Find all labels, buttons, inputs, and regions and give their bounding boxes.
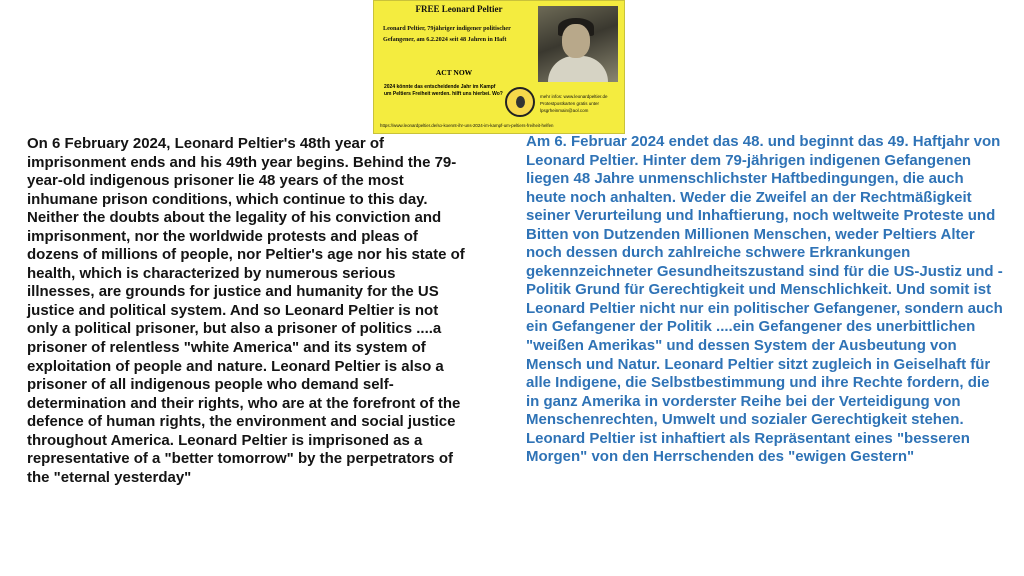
poster-act-now: ACT NOW — [435, 68, 473, 77]
photo-face — [562, 24, 590, 58]
german-text: Am 6. Februar 2024 endet das 48. und beginnt das 49. Haftjahr von Leonard Peltier. Hinter dem 79-jährigen indigenen Gefangenen liegen 48 Jahre unmenschlichster Haftbedingungen, die auch heute noch anhalten. Weder die Zweifel an der Rechtmäßigkeit seiner Verurteilung und Inhaftierung, noch weltweite Proteste und Bitten von Dutzenden Millionen Menschen, weder Peltiers Alter noch dessen durch zahlreiche schwere Erkrankungen gekennzeichneter Gesundheitszustand sind für die US-Justiz und - Politik Grund für Gerechtigkeit und Menschlichkeit. Und somit ist Leonard Peltier nicht nur ein politischer Gefangener, sondern auch ein Gefangener der Politik ....ein Gefangener des unerbittlichen "weißen Amerikas" und dessen System der Ausbeutung von Mensch und Natur. Leonard Peltier sitzt zugleich in Geiselhaft für alle Indigene, die Selbstbestimmung und ihre Rechte fordern, die in ganz Amerika in vorderster Reihe bei der Verteidigung von Menschenrechten, Umwelt und sozialer Gerechtigkeit stehen. Leonard Peltier ist inhaftiert als Repräsentant eines "besseren Morgen" von den Herrschenden des "ewigen Gestern" — [526, 133, 1003, 466]
free-peltier-poster — [373, 0, 625, 134]
photo-shirt — [548, 56, 608, 82]
poster-body: Leonard Peltier, 79jähriger indigener politischer Gefangener, am 6.2.2024 seit 48 Jahren in Haft — [383, 25, 511, 43]
poster-info: mehr infos: www.leonardpeltier.de Protestpostkarten gratis unter lpsgrheinmain@aol.com — [540, 94, 608, 113]
poster-urgent-note: 2024 könnte das entscheidende Jahr im Kampf um Peltiers Freiheit werden. hilft uns hierbei. Wo? — [384, 84, 503, 97]
poster-title: FREE Leonard Peltier — [415, 4, 503, 14]
seal-logo-icon — [505, 87, 535, 117]
poster-url: https://www.leonardpeltier.de/so-koennt-ihr-uns-2024-im-kampf-um-peltiers-freiheit-helfen — [380, 123, 554, 128]
english-text: On 6 February 2024, Leonard Peltier's 48th year of imprisonment ends and his 49th year begins. Behind the 79-year-old indigenous prisoner lie 48 years of the most inhumane prison conditions, which continue to this day. Neither the doubts about the legality of his conviction and imprisonment, nor the worldwide protests and pleas of dozens of millions of people, nor Peltier's age nor his state of health, which is characterized by numerous serious illnesses, are grounds for justice and humanity for the US justice and political system. And so Leonard Peltier is not only a political prisoner, but also a prisoner of politics ....a prisoner of relentless "white America" and its system of exploitation of people and nature. Leonard Peltier is also a prisoner of all indigenous people who demand self-determination and their rights, who are at the forefront of the defence of human rights, the environment and social justice throughout America. Leonard Peltier is imprisoned as a representative of a "better tomorrow" by the perpetrators of the "eternal yesterday" — [27, 135, 465, 486]
portrait-photo — [538, 6, 618, 82]
